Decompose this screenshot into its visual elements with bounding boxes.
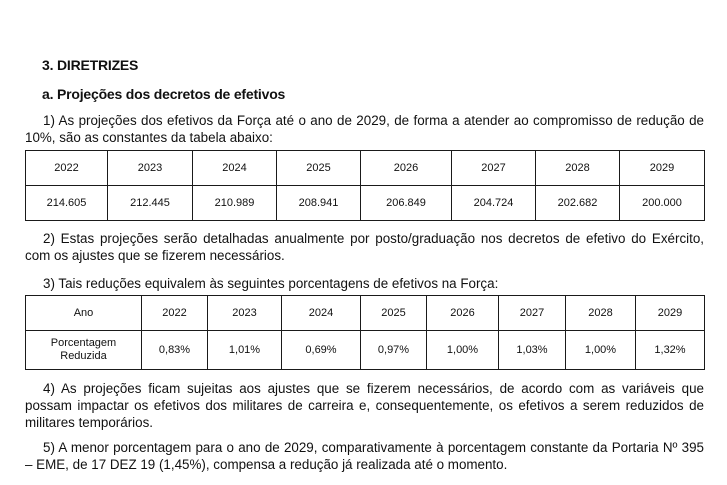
paragraph-4-text: 4) As projeções ficam sujeitas aos ajustes que se fizerem necessários, de acordo com as variáveis que possam impactar os efetivos dos militares de carreira e, consequentemente, os efetivos a serem reduzidos de militares temporários.: [25, 381, 704, 430]
percentage-cell: 0,97%: [361, 331, 427, 370]
year-cell: 2024: [193, 151, 277, 186]
year-cell: 2029: [636, 296, 705, 331]
year-cell: 2028: [566, 296, 636, 331]
row-label-line-1: Porcentagem: [50, 337, 117, 349]
efetivo-value-cell: 214.605: [26, 186, 108, 221]
efetivo-value-cell: 202.682: [536, 186, 620, 221]
paragraph-1-text: 1) As projeções dos efetivos da Força até o ano de 2029, de forma a atender ao compromisso de redução de 10%, são as constantes da tabela abaixo:: [25, 113, 704, 145]
year-cell: 2025: [277, 151, 361, 186]
paragraph-5: [25, 439, 704, 473]
document-page: [25, 0, 705, 485]
percentage-cell: 0,69%: [282, 331, 361, 370]
percentage-cell: 1,32%: [636, 331, 705, 370]
paragraph-3-text: 3) Tais reduções equivalem às seguintes porcentagens de efetivos na Força:: [43, 276, 499, 291]
year-cell: 2027: [499, 296, 566, 331]
row-label-line-2: Reduzida: [60, 350, 107, 362]
year-cell: 2022: [142, 296, 208, 331]
table-row: [26, 331, 705, 370]
efetivos-projection-table: [25, 150, 705, 221]
year-cell: 2027: [452, 151, 536, 186]
efetivo-value-cell: 212.445: [108, 186, 193, 221]
year-cell: 2024: [282, 296, 361, 331]
paragraph-3: [25, 275, 704, 292]
year-cell: 2025: [361, 296, 427, 331]
efetivo-value-cell: 210.989: [193, 186, 277, 221]
efetivo-value-cell: 206.849: [361, 186, 452, 221]
efetivo-value-cell: 200.000: [620, 186, 705, 221]
paragraph-4: [25, 380, 704, 431]
paragraph-2: [25, 230, 704, 264]
percentage-table: [25, 295, 705, 370]
table-row: [26, 186, 705, 221]
section-title: 3. DIRETRIZES: [42, 57, 139, 73]
paragraph-2-text: 2) Estas projeções serão detalhadas anualmente por posto/graduação nos decretos de efetivo do Exército, com os ajustes que se fizerem necessários.: [25, 231, 704, 263]
table-row: [26, 296, 705, 331]
table-row: [26, 151, 705, 186]
efetivo-value-cell: 204.724: [452, 186, 536, 221]
percentage-cell: 1,03%: [499, 331, 566, 370]
subsection-title: a. Projeções dos decretos de efetivos: [42, 86, 286, 102]
header-label-cell: Ano: [26, 296, 142, 331]
year-cell: 2023: [108, 151, 193, 186]
percentage-cell: 0,83%: [142, 331, 208, 370]
year-cell: 2026: [361, 151, 452, 186]
year-cell: 2026: [427, 296, 499, 331]
percentage-cell: 1,01%: [208, 331, 282, 370]
year-cell: 2022: [26, 151, 108, 186]
year-cell: 2023: [208, 296, 282, 331]
year-cell: 2029: [620, 151, 705, 186]
paragraph-1: [25, 112, 704, 146]
percentage-cell: 1,00%: [566, 331, 636, 370]
efetivo-value-cell: 208.941: [277, 186, 361, 221]
paragraph-5-text: 5) A menor porcentagem para o ano de 2029, comparativamente à porcentagem constante da Portaria Nº 395 – EME, de 17 DEZ 19 (1,45%), compensa a redução já realizada até o momento.: [25, 440, 704, 472]
percentage-cell: 1,00%: [427, 331, 499, 370]
row-label-cell: [26, 331, 142, 370]
year-cell: 2028: [536, 151, 620, 186]
